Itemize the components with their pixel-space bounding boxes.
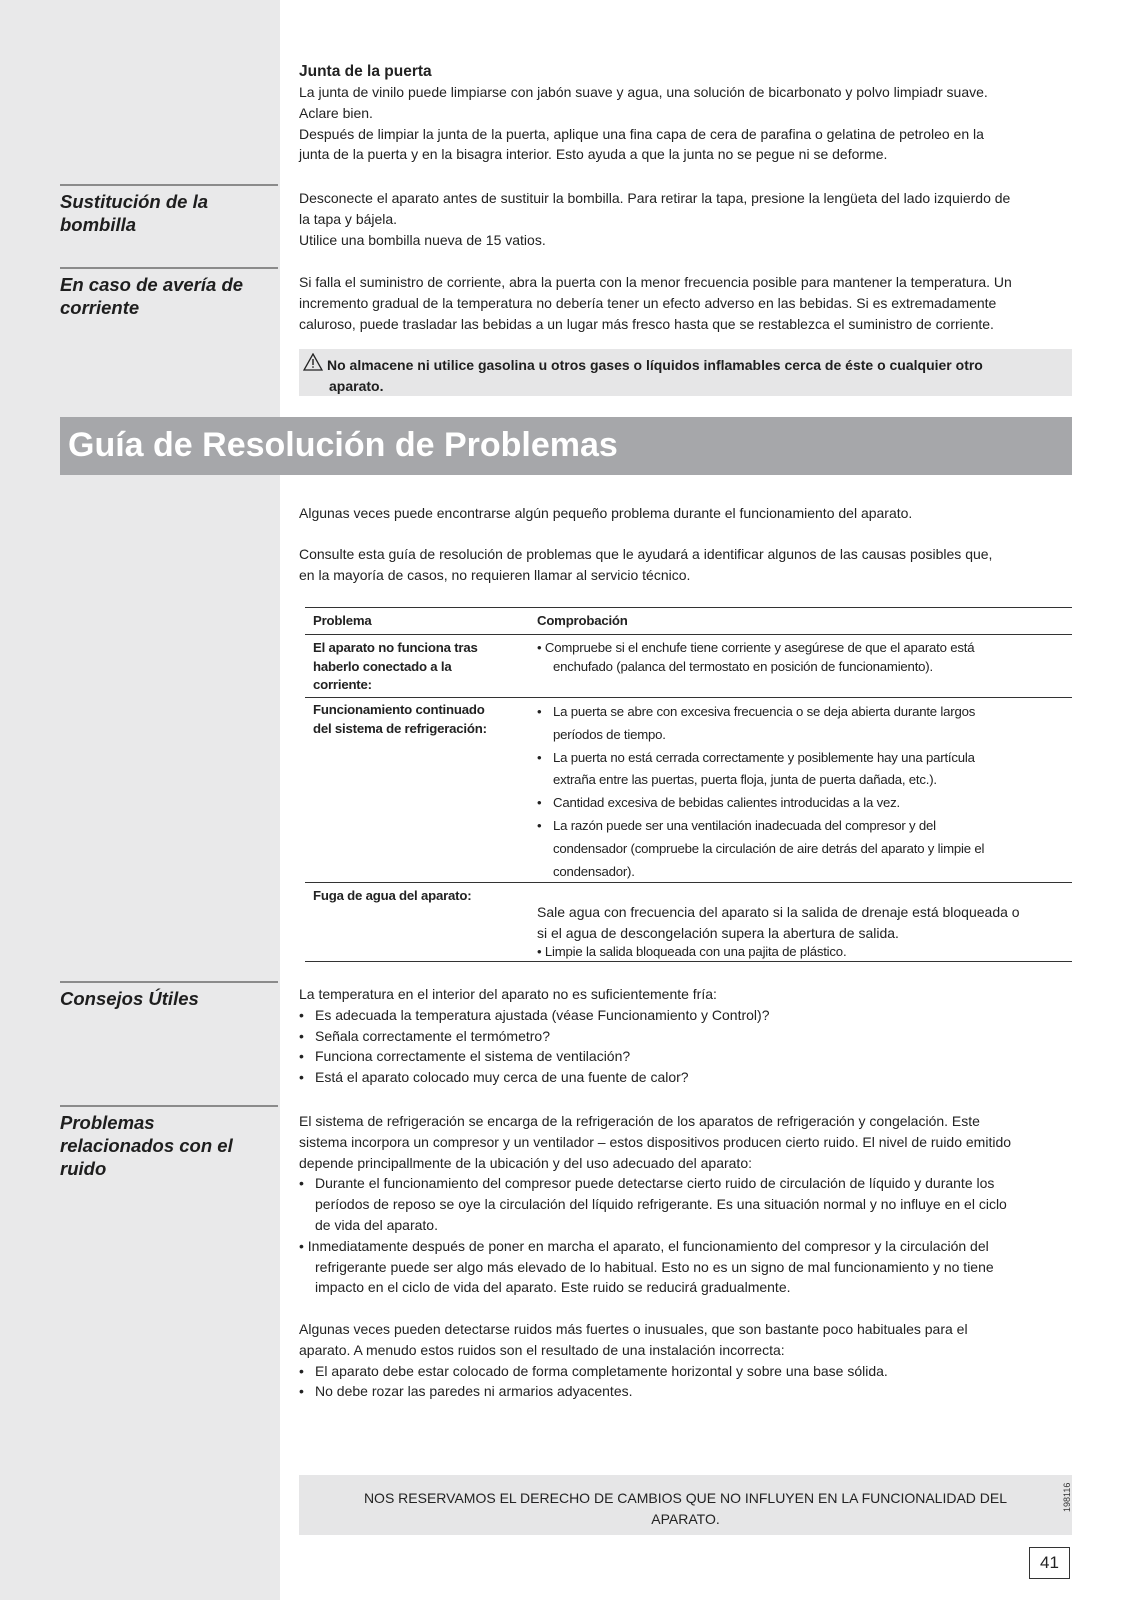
junta-title: Junta de la puerta bbox=[299, 63, 432, 80]
bombilla-section bbox=[299, 188, 1079, 250]
cell-line: condensador (compruebe la circulación de aire detrás del aparato y limpie el bbox=[553, 840, 985, 856]
cell-line: extraña entre las puertas, puerta floja, junta de puerta dañada, etc.). bbox=[553, 772, 937, 788]
cell-line: períodos de tiempo. bbox=[553, 726, 666, 742]
bombilla-line: la tapa y bájela. bbox=[299, 210, 398, 227]
cell-line: corriente: bbox=[313, 677, 372, 692]
ruido-section bbox=[299, 1111, 1089, 1402]
table-row-check bbox=[537, 701, 984, 883]
table-row-check bbox=[537, 639, 974, 676]
document-code: 198116 bbox=[1062, 1482, 1072, 1512]
sidebar-background bbox=[0, 0, 280, 1600]
cell-line: Sale agua con frecuencia del aparato si la salida de drenaje está bloqueada o bbox=[537, 904, 1020, 920]
ruido-line: El sistema de refrigeración se encarga de la refrigeración de los aparatos de refrigeración y congelación. Este bbox=[299, 1113, 980, 1129]
warning-line: aparato. bbox=[329, 378, 384, 394]
cell-line: enchufado (palanca del termostato en posición de funcionamiento). bbox=[553, 658, 933, 674]
heading-line: Problemas bbox=[60, 1112, 155, 1133]
sidebar-heading-ruido bbox=[60, 1105, 278, 1180]
heading-line: Consejos Útiles bbox=[60, 988, 199, 1009]
cell-line: • La puerta no está cerrada correctamente y posiblemente hay una partícula bbox=[537, 747, 984, 770]
sidebar-heading-bombilla bbox=[60, 184, 278, 236]
ruido-line: refrigerante puede ser algo más elevado de lo habitual. Esto no es un signo de mal funcionamiento y no tiene bbox=[315, 1258, 994, 1275]
junta-line: junta de la puerta y en la bisagra interior. Esto ayuda a que la junta no se pegue ni se deforme. bbox=[299, 146, 888, 163]
junta-line: La junta de vinilo puede limpiarse con jabón suave y agua, una solución de bicarbonato y polvo limpiadr suave. bbox=[299, 84, 988, 100]
averia-section bbox=[299, 272, 1079, 334]
sidebar-heading-consejos bbox=[60, 981, 278, 1010]
table-row-problem bbox=[313, 639, 478, 695]
footer-text bbox=[299, 1488, 1072, 1529]
sidebar-heading-averia bbox=[60, 267, 278, 319]
consejos-intro: La temperatura en el interior del aparato no es suficientemente fría: bbox=[299, 986, 717, 1002]
warning-triangle-icon bbox=[303, 353, 323, 371]
warning-text bbox=[327, 355, 983, 397]
intro-p1: Algunas veces puede encontrarse algún pequeño problema durante el funcionamiento del aparato. bbox=[299, 505, 913, 521]
banner-title: Guía de Resolución de Problemas bbox=[68, 426, 618, 464]
junta-line: Después de limpiar la junta de la puerta, aplique una fina capa de cera de parafina o gelatina de petroleo en la bbox=[299, 125, 984, 142]
intro-line: en la mayoría de casos, no requieren llamar al servicio técnico. bbox=[299, 566, 691, 583]
cell-line: • Cantidad excesiva de bebidas calientes introducidas a la vez. bbox=[537, 792, 984, 815]
cell-line: haberlo conectado a la bbox=[313, 658, 452, 674]
list-item: • El aparato debe estar colocado de forma completamente horizontal y sobre una base sólida. bbox=[299, 1361, 1089, 1382]
intro-line: Consulte esta guía de resolución de problemas que le ayudará a identificar algunos de las causas posibles que, bbox=[299, 545, 993, 562]
page-number: 41 bbox=[1029, 1547, 1070, 1579]
ruido-line: aparato. A menudo estos ruidos son el resultado de una instalación incorrecta: bbox=[299, 1341, 785, 1358]
cell-line: Fuga de agua del aparato: bbox=[313, 888, 472, 903]
ruido-line: depende principallmente de la ubicación y del uso adecuado del aparato: bbox=[299, 1154, 752, 1171]
heading-line: bombilla bbox=[60, 214, 137, 235]
cell-line: El aparato no funciona tras bbox=[313, 640, 478, 655]
heading-line: corriente bbox=[60, 297, 140, 318]
averia-line: caluroso, puede trasladar las bebidas a un lugar más fresco hasta que se restablezca el suministro de corriente. bbox=[299, 315, 994, 332]
cell-line: condensador). bbox=[553, 863, 635, 879]
cell-line: • La puerta se abre con excesiva frecuencia o se deja abierta durante largos bbox=[537, 701, 984, 724]
table-rule bbox=[305, 961, 1072, 962]
intro-section bbox=[299, 503, 1079, 585]
bombilla-line: Utilice una bombilla nueva de 15 vatios. bbox=[299, 231, 546, 248]
table-rule bbox=[305, 607, 1072, 608]
cell-line: • La razón puede ser una ventilación inadecuada del compresor y del bbox=[537, 815, 984, 838]
heading-line: ruido bbox=[60, 1158, 107, 1179]
table-header-problem: Problema bbox=[313, 613, 372, 628]
table-rule bbox=[305, 697, 1072, 698]
heading-line: relacionados con el bbox=[60, 1135, 233, 1156]
cell-line: si el agua de descongelación supera la abertura de salida. bbox=[537, 924, 899, 941]
warning-box bbox=[299, 349, 1072, 396]
section-banner bbox=[60, 417, 1072, 475]
ruido-line: impacto en el ciclo de vida del aparato. Este ruido se reducirá gradualmente. bbox=[315, 1279, 791, 1296]
heading-line: Sustitución de la bbox=[60, 191, 209, 212]
ruido-line: • Inmediatamente después de poner en marcha el aparato, el funcionamiento del compresor y la circulación del bbox=[299, 1237, 989, 1254]
junta-line: Aclare bien. bbox=[299, 104, 373, 121]
footer-notice bbox=[299, 1475, 1072, 1535]
ruido-line: de vida del aparato. bbox=[315, 1216, 438, 1233]
table-row-problem bbox=[313, 887, 471, 906]
junta-section bbox=[299, 61, 1079, 165]
cell-line: Funcionamiento continuado bbox=[313, 702, 485, 717]
heading-line: En caso de avería de bbox=[60, 274, 244, 295]
cell-line: • Limpie la salida bloqueada con una pajita de plástico. bbox=[537, 944, 847, 959]
table-row-problem bbox=[313, 701, 487, 738]
ruido-line: períodos de reposo se oye la circulación del líquido refrigerante. Es una situación normal y no influye en el ciclo bbox=[315, 1196, 1007, 1213]
averia-line: incremento gradual de la temperatura no debería tener un efecto adverso en las bebidas. Si es extremadamente bbox=[299, 294, 997, 311]
list-item: • Es adecuada la temperatura ajustada (véase Funcionamiento y Control)? bbox=[299, 1005, 1079, 1026]
cell-line: • Compruebe si el enchufe tiene corriente y asegúrese de que el aparato está bbox=[537, 640, 975, 655]
ruido-line: Algunas veces pueden detectarse ruidos más fuertes o inusuales, que son bastante poco habituales para el bbox=[299, 1320, 968, 1337]
warning-line: No almacene ni utilice gasolina u otros gases o líquidos inflamables cerca de éste o cualquier otro bbox=[327, 357, 983, 373]
footer-line: NOS RESERVAMOS EL DERECHO DE CAMBIOS QUE NO INFLUYEN EN LA FUNCIONALIDAD DEL bbox=[363, 1490, 1008, 1506]
table-header-check: Comprobación bbox=[537, 613, 628, 628]
consejos-section bbox=[299, 984, 1079, 1088]
bombilla-line: Desconecte el aparato antes de sustituir la bombilla. Para retirar la tapa, presione la lengüeta del lado izquierdo de bbox=[299, 190, 1011, 206]
table-row-check bbox=[537, 902, 1020, 961]
list-item: • Está el aparato colocado muy cerca de una fuente de calor? bbox=[299, 1067, 1079, 1088]
cell-line: del sistema de refrigeración: bbox=[313, 720, 487, 736]
ruido-line: • Durante el funcionamiento del compresor puede detectarse cierto ruido de circulación de líquido y durante los bbox=[299, 1173, 1089, 1194]
footer-line: APARATO. bbox=[651, 1510, 720, 1527]
list-item: • Funciona correctamente el sistema de ventilación? bbox=[299, 1046, 1079, 1067]
table-rule bbox=[305, 882, 1072, 883]
table-rule bbox=[305, 634, 1072, 635]
list-item: • Señala correctamente el termómetro? bbox=[299, 1026, 1079, 1047]
ruido-line: sistema incorpora un compresor y un ventilador – estos dispositivos producen cierto ruido. El nivel de ruido emitido bbox=[299, 1133, 1012, 1150]
list-item: • No debe rozar las paredes ni armarios adyacentes. bbox=[299, 1381, 1089, 1402]
averia-line: Si falla el suministro de corriente, abra la puerta con la menor frecuencia posible para mantener la temperatura. Un bbox=[299, 274, 1012, 290]
